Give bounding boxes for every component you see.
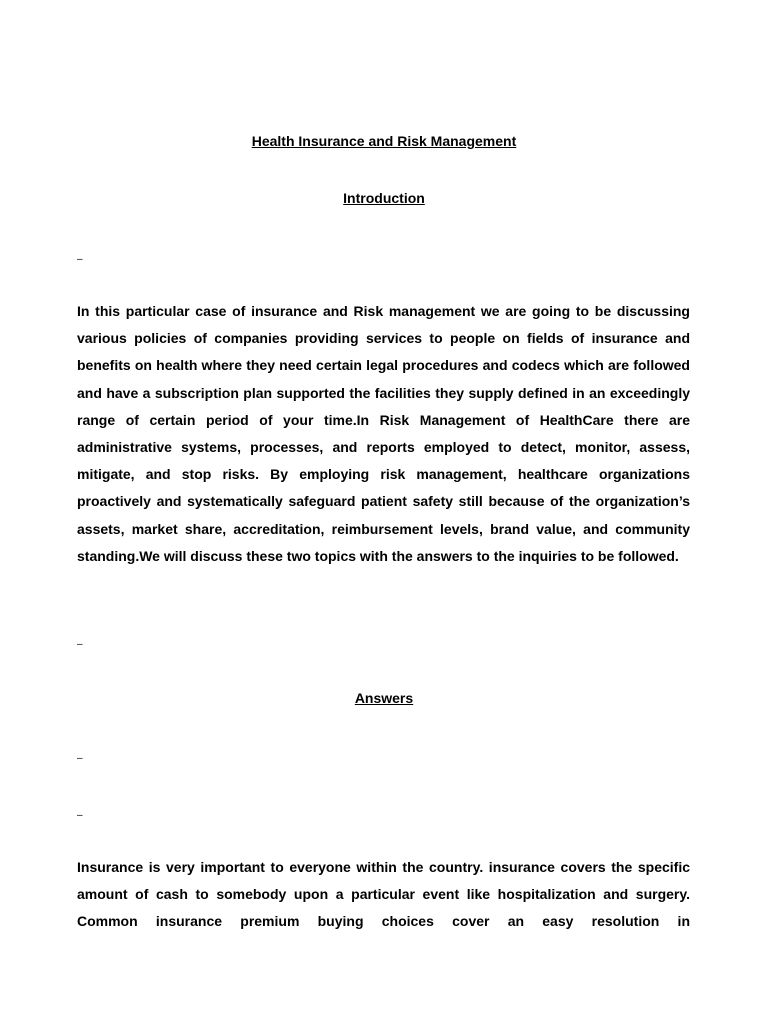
empty-line-marker: – [77,810,83,821]
answers-heading: Answers [354,690,414,706]
document-title: Health Insurance and Risk Management [251,133,517,149]
answers-paragraph: Insurance is very important to everyone within the country. insurance covers the specific amount of cash to somebody upon a particular event like hospitalization and surgery. Common insurance premium buying choices cover an easy resolution in [77,859,690,930]
introduction-heading: Introduction [343,190,425,206]
empty-line-marker: – [77,639,83,650]
empty-line-marker: – [77,254,83,265]
introduction-paragraph: In this particular case of insurance and Risk management we are going to be discussing various policies of companies providing services to people on fields of insurance and benefits on health where they need certain legal procedures and codecs which are followed and have a subscription plan supported the facilities they supply defined in an exceedingly range of certain period of your time.In Risk Management of HealthCare there are administrative systems, processes, and reports employed to detect, monitor, assess, mitigate, and stop risks. By employing risk management, healthcare organizations proactively and systematically safeguard patient safety still because of the organization’s assets, market share, accreditation, reimbursement levels, brand value, and community standing.We will discuss these two topics with the answers to the inquiries to be followed. [77,303,690,564]
empty-line-marker: – [77,753,83,764]
